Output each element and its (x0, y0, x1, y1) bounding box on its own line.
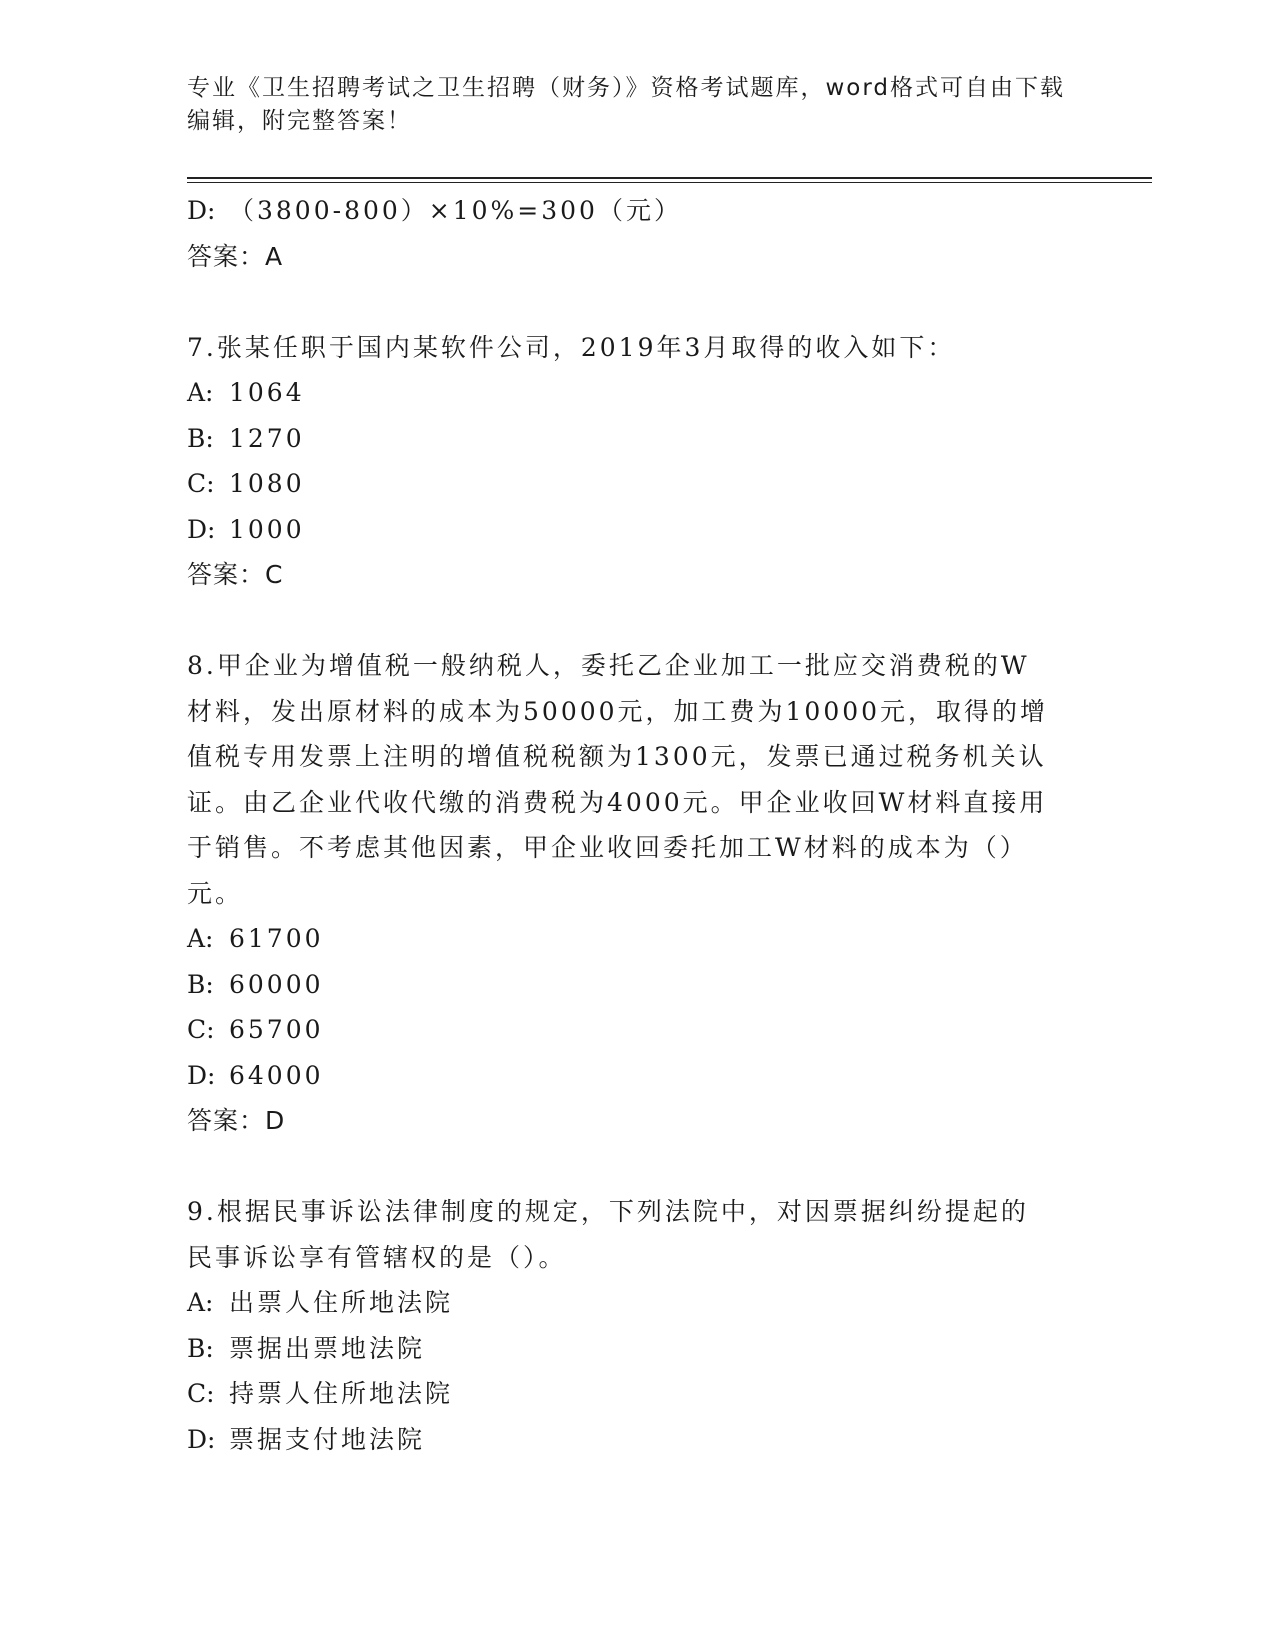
question-9 (187, 1189, 1087, 1462)
option-label: C: (187, 1015, 215, 1044)
option-text: 65700 (229, 1015, 324, 1044)
option-c (187, 461, 1087, 507)
option-a (187, 370, 1087, 416)
option-label: D: (187, 1060, 216, 1090)
option-text: 61700 (229, 924, 324, 953)
answer-line: 答案：D (187, 1106, 286, 1135)
option-a (187, 916, 1087, 962)
option-label: C: (187, 469, 215, 498)
option-text: 1270 (229, 423, 305, 453)
header-line-2: 编辑，附完整答案！ (187, 108, 412, 134)
question-stem-line: 材料，发出原材料的成本为50000元，加工费为10000元，取得的增 (187, 696, 1049, 726)
option-text: 票据出票地法院 (229, 1333, 426, 1363)
option-label: B: (187, 1333, 214, 1363)
option-b (187, 416, 1087, 462)
option-label: A: (187, 378, 214, 407)
option-a (187, 1280, 1087, 1326)
question-stem-line: 于销售。不考虑其他因素，甲企业收回委托加工W材料的成本为（） (187, 833, 1028, 862)
option-d (187, 1053, 1087, 1099)
question-stem-line: 8.甲企业为增值税一般纳税人，委托乙企业加工一批应交消费税的W (187, 651, 1030, 680)
option-label: A: (187, 924, 214, 953)
option-label: B: (187, 423, 214, 453)
option-d (187, 188, 1087, 234)
question-stem-line: 值税专用发票上注明的增值税税额为1300元，发票已通过税务机关认 (187, 742, 1047, 771)
option-text: 1064 (229, 378, 305, 407)
option-text: 64000 (229, 1060, 324, 1090)
question-stem-line: 民事诉讼享有管辖权的是（）。 (187, 1242, 567, 1272)
option-label: B: (187, 969, 214, 999)
option-label: D: (187, 196, 216, 225)
option-label: D: (187, 1424, 216, 1454)
page-header (187, 72, 1067, 138)
answer-line: 答案：A (187, 241, 284, 271)
header-divider-thin (187, 182, 1152, 183)
option-c (187, 1371, 1087, 1417)
option-text: 出票人住所地法院 (229, 1288, 454, 1317)
question-stem-line: 9.根据民事诉讼法律制度的规定，下列法院中，对因票据纠纷提起的 (187, 1197, 1029, 1226)
header-divider-thick (187, 177, 1152, 179)
option-d (187, 507, 1087, 553)
document-body (187, 188, 1087, 1462)
option-text: 持票人住所地法院 (229, 1379, 454, 1408)
option-text: 票据支付地法院 (229, 1424, 426, 1454)
question-7 (187, 325, 1087, 598)
answer-line: 答案：C (187, 560, 284, 589)
question-8 (187, 643, 1087, 1144)
option-text: 1080 (229, 469, 305, 498)
option-c (187, 1007, 1087, 1053)
question-stem-line: 元。 (187, 878, 244, 908)
option-text: （3800-800）×10%=300（元） (229, 196, 682, 225)
option-text: 60000 (229, 969, 324, 999)
option-label: A: (187, 1288, 214, 1317)
option-b (187, 962, 1087, 1008)
header-line-1: 专业《卫生招聘考试之卫生招聘（财务）》资格考试题库，word格式可自由下载 (187, 75, 1066, 101)
option-b (187, 1326, 1087, 1372)
option-label: D: (187, 514, 216, 544)
option-label: C: (187, 1379, 215, 1408)
question-stem-line: 证。由乙企业代收代缴的消费税为4000元。甲企业收回W材料直接用 (187, 787, 1048, 817)
question-stem-line: 7.张某任职于国内某软件公司，2019年3月取得的收入如下： (187, 332, 956, 362)
option-d (187, 1417, 1087, 1463)
option-text: 1000 (229, 514, 305, 544)
